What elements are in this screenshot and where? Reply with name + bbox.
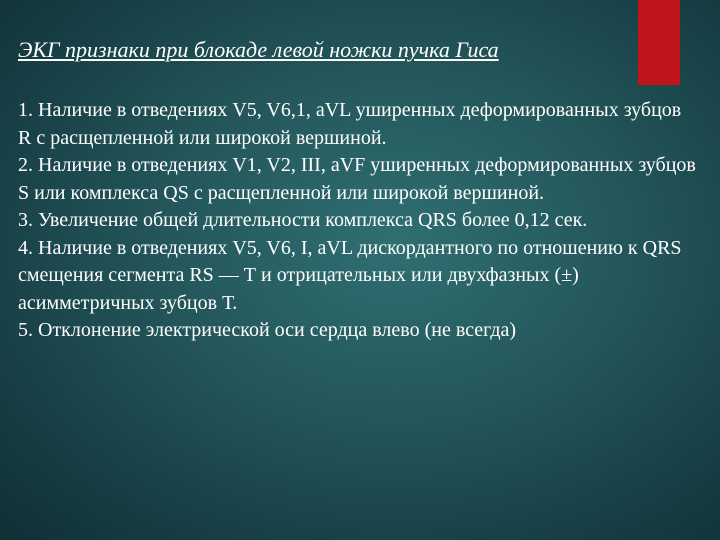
accent-bar [638,0,680,85]
criterion-1: 1. Наличие в отведениях V5, V6,1, aVL уширенных деформированных зубцов R с расщепленной или широкой вершиной. [18,99,682,149]
slide-title: ЭКГ признаки при блокаде левой ножки пучка Гиса [18,37,499,62]
criteria-list [18,97,698,345]
criterion-4: 4. Наличие в отведениях V5, V6, I, aVL дискордантного по отношению к QRS смещения сегмента RS — Т и отрицательных или двухфазных (±) асимметричных зубцов Т. [18,236,682,314]
criterion-2: 2. Наличие в отведениях V1, V2, III, aVF уширенных деформированных зубцов S или комплекса QS с расщепленной или широкой вершиной. [18,154,696,204]
criterion-3: 3. Увеличение общей длительности комплекса QRS более 0,12 сек. [18,209,588,231]
criterion-5: 5. Отклонение электрической оси сердца влево (не всегда) [18,319,517,341]
